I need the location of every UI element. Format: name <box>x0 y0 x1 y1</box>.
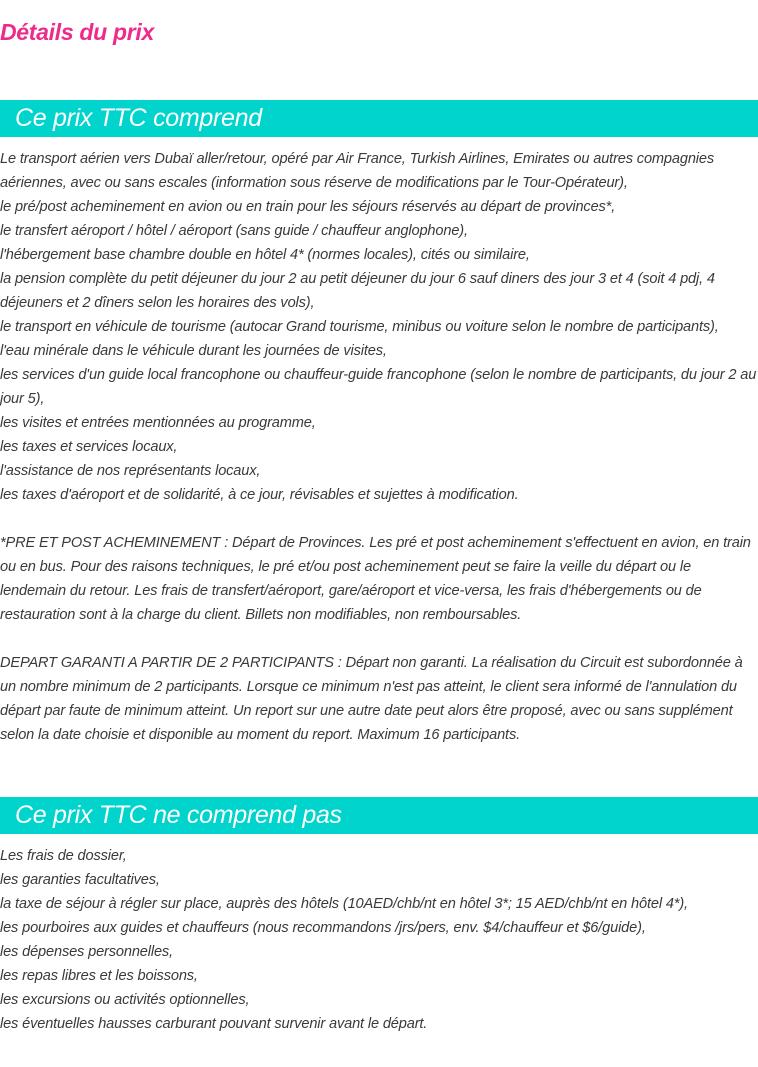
list-item: Le transport aérien vers Dubaï aller/retour, opéré par Air France, Turkish Airlines, Emirates ou autres compagnies aériennes, avec ou sans escales (information sous réserve de modifications par le Tour-Opérateur), <box>0 151 714 191</box>
list-item: les dépenses personnelles, <box>0 944 173 960</box>
list-item: l'eau minérale dans le véhicule durant les journées de visites, <box>0 343 387 359</box>
list-item: le pré/post acheminement en avion ou en train pour les séjours réservés au départ de provinces*, <box>0 199 616 215</box>
list-item: Les frais de dossier, <box>0 848 127 864</box>
includes-list <box>0 147 758 507</box>
excludes-heading: Ce prix TTC ne comprend pas <box>0 797 758 834</box>
list-item: les services d'un guide local francophone ou chauffeur-guide francophone (selon le nombre de participants, du jour 2 au jour 5), <box>0 367 757 407</box>
list-item: les excursions ou activités optionnelles, <box>0 992 250 1008</box>
list-item: les garanties facultatives, <box>0 872 160 888</box>
page-title: Détails du prix <box>0 19 154 45</box>
note-text: DEPART GARANTI A PARTIR DE 2 PARTICIPANTS : Départ non garanti. La réalisation du Circuit est subordonnée à un nombre minimum de 2 participants. Lorsque ce minimum n'est pas atteint, le client sera informé de l'annulation du départ par faute de minimum atteint. Un report sur une autre date peut alors être proposé, avec ou sans supplément selon la date choisie et disponible au moment du report. Maximum 16 participants. <box>0 655 743 743</box>
note-text: *PRE ET POST ACHEMINEMENT : Départ de Provinces. Les pré et post acheminement s'effectuent en avion, en train ou en bus. Pour des raisons techniques, le pré et/ou post acheminement peut se faire la veille du départ ou le lendemain du retour. Les frais de transfert/aéroport, gare/aéroport et vice-versa, les frais d'hébergements ou de restauration sont à la charge du client. Billets non modifiables, non remboursables. <box>0 535 751 623</box>
list-item: les repas libres et les boissons, <box>0 968 198 984</box>
list-item: les taxes et services locaux, <box>0 439 178 455</box>
pre-post-note <box>0 531 758 627</box>
list-item: le transport en véhicule de tourisme (autocar Grand tourisme, minibus ou voiture selon le nombre de participants), <box>0 319 719 335</box>
includes-heading: Ce prix TTC comprend <box>0 100 758 137</box>
departure-note <box>0 651 758 747</box>
list-item: le transfert aéroport / hôtel / aéroport (sans guide / chauffeur anglophone), <box>0 223 468 239</box>
list-item: les éventuelles hausses carburant pouvant survenir avant le départ. <box>0 1016 428 1032</box>
list-item: l'hébergement base chambre double en hôtel 4* (normes locales), cités ou similaire, <box>0 247 530 263</box>
list-item: la pension complète du petit déjeuner du jour 2 au petit déjeuner du jour 6 sauf diners des jour 3 et 4 (soit 4 pdj, 4 déjeuners et 2 dîners selon les horaires des vols), <box>0 271 715 311</box>
list-item: la taxe de séjour à régler sur place, auprès des hôtels (10AED/chb/nt en hôtel 3*; 15 AED/chb/nt en hôtel 4*), <box>0 896 688 912</box>
list-item: les pourboires aux guides et chauffeurs (nous recommandons /jrs/pers, env. $4/chauffeur et $6/guide), <box>0 920 646 936</box>
list-item: l'assistance de nos représentants locaux, <box>0 463 261 479</box>
list-item: les visites et entrées mentionnées au programme, <box>0 415 316 431</box>
excludes-list <box>0 844 758 1036</box>
list-item: les taxes d'aéroport et de solidarité, à ce jour, révisables et sujettes à modification. <box>0 487 519 503</box>
